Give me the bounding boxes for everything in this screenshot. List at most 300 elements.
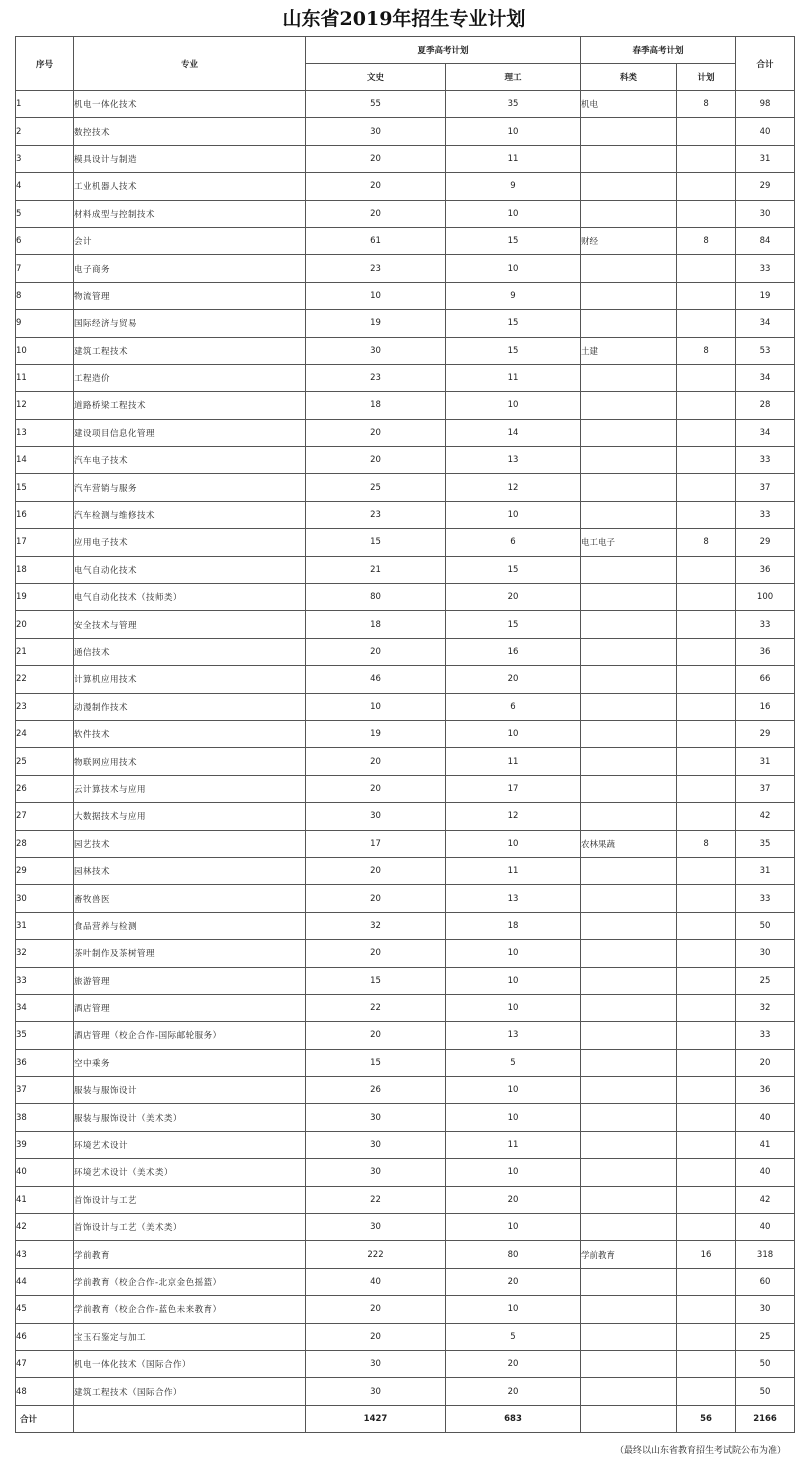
cell-wenshi: 18 — [306, 611, 446, 638]
cell-seq: 39 — [16, 1131, 74, 1158]
cell-plan — [677, 501, 736, 528]
cell-total: 37 — [736, 474, 795, 501]
cell-total: 32 — [736, 994, 795, 1021]
cell-plan — [677, 1186, 736, 1213]
cell-ligong: 20 — [446, 1350, 581, 1377]
cell-plan — [677, 611, 736, 638]
cell-category: 农林果蔬 — [581, 830, 677, 857]
cell-seq: 9 — [16, 310, 74, 337]
cell-plan — [677, 720, 736, 747]
cell-seq: 24 — [16, 720, 74, 747]
cell-category — [581, 118, 677, 145]
table-row — [16, 638, 795, 665]
table-row — [16, 501, 795, 528]
cell-plan — [677, 419, 736, 446]
cell-seq: 28 — [16, 830, 74, 857]
cell-seq: 32 — [16, 940, 74, 967]
cell-total: 19 — [736, 282, 795, 309]
cell-major: 畜牧兽医 — [74, 885, 306, 912]
cell-wenshi: 15 — [306, 1049, 446, 1076]
cell-category — [581, 255, 677, 282]
table-row — [16, 1241, 795, 1268]
cell-major: 电子商务 — [74, 255, 306, 282]
cell-major: 道路桥梁工程技术 — [74, 392, 306, 419]
cell-total: 36 — [736, 556, 795, 583]
cell-ligong: 11 — [446, 748, 581, 775]
table-row — [16, 337, 795, 364]
cell-major: 电气自动化技术（技师类） — [74, 584, 306, 611]
table-row — [16, 666, 795, 693]
cell-wenshi: 22 — [306, 994, 446, 1021]
cell-wenshi: 22 — [306, 1186, 446, 1213]
cell-total: 66 — [736, 666, 795, 693]
cell-plan — [677, 1022, 736, 1049]
table-row — [16, 255, 795, 282]
cell-seq: 10 — [16, 337, 74, 364]
cell-total: 30 — [736, 200, 795, 227]
cell-plan — [677, 994, 736, 1021]
cell-major: 汽车检测与维修技术 — [74, 501, 306, 528]
cell-plan — [677, 912, 736, 939]
cell-major: 茶叶制作及茶树管理 — [74, 940, 306, 967]
page-title: 山东省2019年招生专业计划 — [282, 8, 526, 30]
cell-seq: 36 — [16, 1049, 74, 1076]
cell-ligong: 11 — [446, 364, 581, 391]
cell-total: 33 — [736, 1022, 795, 1049]
cell-wenshi: 23 — [306, 501, 446, 528]
cell-category — [581, 1022, 677, 1049]
cell-ligong: 10 — [446, 967, 581, 994]
cell-seq: 30 — [16, 885, 74, 912]
total-category-cell — [581, 1405, 677, 1432]
cell-category — [581, 1104, 677, 1131]
cell-major: 软件技术 — [74, 720, 306, 747]
cell-category — [581, 282, 677, 309]
cell-wenshi: 20 — [306, 775, 446, 802]
cell-plan — [677, 1214, 736, 1241]
cell-ligong: 5 — [446, 1049, 581, 1076]
cell-ligong: 14 — [446, 419, 581, 446]
cell-wenshi: 20 — [306, 447, 446, 474]
cell-major: 机电一体化技术（国际合作） — [74, 1350, 306, 1377]
total-major-cell — [74, 1405, 306, 1432]
cell-ligong: 12 — [446, 803, 581, 830]
cell-total: 84 — [736, 227, 795, 254]
cell-major: 建设项目信息化管理 — [74, 419, 306, 446]
cell-seq: 29 — [16, 857, 74, 884]
cell-seq: 45 — [16, 1296, 74, 1323]
cell-total: 36 — [736, 1077, 795, 1104]
cell-ligong: 13 — [446, 447, 581, 474]
cell-category — [581, 1323, 677, 1350]
cell-seq: 27 — [16, 803, 74, 830]
cell-wenshi: 10 — [306, 693, 446, 720]
cell-seq: 7 — [16, 255, 74, 282]
cell-total: 33 — [736, 611, 795, 638]
cell-ligong: 6 — [446, 693, 581, 720]
cell-total: 40 — [736, 1214, 795, 1241]
cell-wenshi: 20 — [306, 748, 446, 775]
cell-total: 40 — [736, 1104, 795, 1131]
cell-major: 服装与服饰设计 — [74, 1077, 306, 1104]
cell-category — [581, 611, 677, 638]
cell-category — [581, 1268, 677, 1295]
cell-category — [581, 666, 677, 693]
cell-wenshi: 23 — [306, 364, 446, 391]
cell-category — [581, 556, 677, 583]
cell-plan — [677, 173, 736, 200]
cell-wenshi: 20 — [306, 1323, 446, 1350]
cell-ligong: 80 — [446, 1241, 581, 1268]
header-total: 合计 — [736, 37, 795, 91]
cell-ligong: 9 — [446, 173, 581, 200]
cell-seq: 3 — [16, 145, 74, 172]
cell-total: 42 — [736, 803, 795, 830]
cell-ligong: 10 — [446, 200, 581, 227]
table-row — [16, 364, 795, 391]
cell-major: 应用电子技术 — [74, 529, 306, 556]
cell-seq: 1 — [16, 91, 74, 118]
cell-wenshi: 30 — [306, 803, 446, 830]
cell-plan — [677, 584, 736, 611]
cell-seq: 31 — [16, 912, 74, 939]
cell-total: 50 — [736, 1378, 795, 1405]
cell-plan — [677, 447, 736, 474]
cell-category: 财经 — [581, 227, 677, 254]
cell-category — [581, 693, 677, 720]
cell-ligong: 20 — [446, 1378, 581, 1405]
cell-total: 30 — [736, 1296, 795, 1323]
cell-total: 53 — [736, 337, 795, 364]
table-row — [16, 310, 795, 337]
cell-ligong: 15 — [446, 556, 581, 583]
cell-seq: 22 — [16, 666, 74, 693]
cell-wenshi: 17 — [306, 830, 446, 857]
cell-ligong: 15 — [446, 227, 581, 254]
cell-wenshi: 61 — [306, 227, 446, 254]
table-row — [16, 118, 795, 145]
total-sum: 2166 — [736, 1405, 795, 1432]
cell-plan: 8 — [677, 830, 736, 857]
table-row — [16, 775, 795, 802]
cell-category — [581, 885, 677, 912]
cell-seq: 25 — [16, 748, 74, 775]
cell-category — [581, 857, 677, 884]
cell-ligong: 10 — [446, 830, 581, 857]
cell-plan — [677, 200, 736, 227]
table-row — [16, 720, 795, 747]
total-wenshi: 1427 — [306, 1405, 446, 1432]
cell-wenshi: 46 — [306, 666, 446, 693]
cell-wenshi: 30 — [306, 1104, 446, 1131]
cell-category — [581, 775, 677, 802]
cell-total: 33 — [736, 885, 795, 912]
cell-ligong: 13 — [446, 1022, 581, 1049]
cell-ligong: 20 — [446, 1186, 581, 1213]
cell-seq: 44 — [16, 1268, 74, 1295]
table-row — [16, 967, 795, 994]
cell-total: 50 — [736, 912, 795, 939]
cell-seq: 40 — [16, 1159, 74, 1186]
cell-ligong: 15 — [446, 337, 581, 364]
cell-major: 环境艺术设计 — [74, 1131, 306, 1158]
cell-wenshi: 20 — [306, 200, 446, 227]
cell-major: 模具设计与制造 — [74, 145, 306, 172]
cell-category — [581, 1378, 677, 1405]
cell-plan — [677, 118, 736, 145]
cell-plan — [677, 1159, 736, 1186]
cell-wenshi: 40 — [306, 1268, 446, 1295]
cell-major: 机电一体化技术 — [74, 91, 306, 118]
cell-plan — [677, 803, 736, 830]
header-major: 专业 — [74, 37, 306, 91]
cell-seq: 48 — [16, 1378, 74, 1405]
cell-ligong: 15 — [446, 310, 581, 337]
header-seq: 序号 — [16, 37, 74, 91]
cell-plan — [677, 1350, 736, 1377]
cell-category: 土建 — [581, 337, 677, 364]
cell-ligong: 6 — [446, 529, 581, 556]
cell-total: 42 — [736, 1186, 795, 1213]
table-row — [16, 1131, 795, 1158]
header-spring-plan: 春季高考计划 — [581, 37, 736, 64]
cell-wenshi: 30 — [306, 1159, 446, 1186]
cell-ligong: 10 — [446, 1104, 581, 1131]
table-row — [16, 1296, 795, 1323]
cell-major: 旅游管理 — [74, 967, 306, 994]
table-row — [16, 830, 795, 857]
cell-plan — [677, 857, 736, 884]
cell-total: 40 — [736, 1159, 795, 1186]
cell-wenshi: 25 — [306, 474, 446, 501]
cell-major: 建筑工程技术（国际合作） — [74, 1378, 306, 1405]
cell-ligong: 10 — [446, 1159, 581, 1186]
table-row — [16, 1323, 795, 1350]
cell-ligong: 9 — [446, 282, 581, 309]
cell-ligong: 11 — [446, 1131, 581, 1158]
cell-category — [581, 173, 677, 200]
cell-category — [581, 392, 677, 419]
table-row — [16, 447, 795, 474]
cell-major: 云计算技术与应用 — [74, 775, 306, 802]
cell-category: 学前教育 — [581, 1241, 677, 1268]
cell-plan — [677, 666, 736, 693]
cell-category — [581, 1049, 677, 1076]
cell-wenshi: 21 — [306, 556, 446, 583]
table-row — [16, 91, 795, 118]
table-row — [16, 748, 795, 775]
cell-plan — [677, 1104, 736, 1131]
cell-total: 40 — [736, 118, 795, 145]
cell-seq: 37 — [16, 1077, 74, 1104]
table-row — [16, 912, 795, 939]
header-wenshi: 文史 — [306, 64, 446, 91]
cell-total: 31 — [736, 748, 795, 775]
footnote: （最终以山东省教育招生考试院公布为准） — [614, 1446, 786, 1456]
cell-major: 物流管理 — [74, 282, 306, 309]
cell-ligong: 10 — [446, 501, 581, 528]
cell-wenshi: 19 — [306, 720, 446, 747]
cell-wenshi: 80 — [306, 584, 446, 611]
table-row — [16, 145, 795, 172]
cell-total: 25 — [736, 967, 795, 994]
cell-seq: 4 — [16, 173, 74, 200]
cell-seq: 21 — [16, 638, 74, 665]
cell-category — [581, 994, 677, 1021]
cell-seq: 15 — [16, 474, 74, 501]
cell-wenshi: 18 — [306, 392, 446, 419]
cell-category — [581, 474, 677, 501]
cell-category — [581, 501, 677, 528]
cell-seq: 19 — [16, 584, 74, 611]
cell-total: 30 — [736, 940, 795, 967]
cell-ligong: 10 — [446, 1296, 581, 1323]
cell-category — [581, 200, 677, 227]
cell-seq: 20 — [16, 611, 74, 638]
cell-wenshi: 30 — [306, 1350, 446, 1377]
table-row — [16, 1049, 795, 1076]
cell-total: 16 — [736, 693, 795, 720]
cell-plan — [677, 1049, 736, 1076]
total-ligong: 683 — [446, 1405, 581, 1432]
header-summer-plan: 夏季高考计划 — [306, 37, 581, 64]
table-row — [16, 282, 795, 309]
cell-major: 学前教育（校企合作-蓝色未来教育） — [74, 1296, 306, 1323]
cell-plan — [677, 1296, 736, 1323]
cell-major: 大数据技术与应用 — [74, 803, 306, 830]
cell-category — [581, 1350, 677, 1377]
cell-wenshi: 26 — [306, 1077, 446, 1104]
table-row — [16, 1350, 795, 1377]
table-row — [16, 584, 795, 611]
cell-plan — [677, 255, 736, 282]
cell-seq: 35 — [16, 1022, 74, 1049]
cell-total: 35 — [736, 830, 795, 857]
cell-total: 41 — [736, 1131, 795, 1158]
cell-category — [581, 720, 677, 747]
cell-seq: 34 — [16, 994, 74, 1021]
cell-major: 工程造价 — [74, 364, 306, 391]
cell-seq: 33 — [16, 967, 74, 994]
table-row — [16, 803, 795, 830]
cell-total: 31 — [736, 145, 795, 172]
table-row — [16, 529, 795, 556]
cell-wenshi: 15 — [306, 967, 446, 994]
cell-wenshi: 20 — [306, 885, 446, 912]
cell-major: 通信技术 — [74, 638, 306, 665]
cell-category — [581, 638, 677, 665]
cell-major: 服装与服饰设计（美术类） — [74, 1104, 306, 1131]
cell-ligong: 20 — [446, 666, 581, 693]
cell-plan — [677, 364, 736, 391]
cell-plan: 8 — [677, 529, 736, 556]
cell-ligong: 16 — [446, 638, 581, 665]
cell-total: 100 — [736, 584, 795, 611]
table-row — [16, 556, 795, 583]
cell-wenshi: 55 — [306, 91, 446, 118]
cell-wenshi: 20 — [306, 857, 446, 884]
cell-major: 学前教育（校企合作-北京金色摇篮） — [74, 1268, 306, 1295]
cell-seq: 5 — [16, 200, 74, 227]
cell-seq: 2 — [16, 118, 74, 145]
cell-category — [581, 748, 677, 775]
cell-seq: 23 — [16, 693, 74, 720]
cell-ligong: 5 — [446, 1323, 581, 1350]
cell-major: 首饰设计与工艺 — [74, 1186, 306, 1213]
table-row — [16, 1214, 795, 1241]
cell-total: 60 — [736, 1268, 795, 1295]
cell-ligong: 17 — [446, 775, 581, 802]
cell-plan — [677, 693, 736, 720]
cell-plan: 8 — [677, 91, 736, 118]
cell-major: 建筑工程技术 — [74, 337, 306, 364]
cell-seq: 46 — [16, 1323, 74, 1350]
cell-wenshi: 20 — [306, 638, 446, 665]
cell-category: 机电 — [581, 91, 677, 118]
cell-wenshi: 23 — [306, 255, 446, 282]
cell-ligong: 11 — [446, 857, 581, 884]
cell-ligong: 11 — [446, 145, 581, 172]
cell-major: 酒店管理 — [74, 994, 306, 1021]
cell-ligong: 13 — [446, 885, 581, 912]
cell-total: 29 — [736, 173, 795, 200]
cell-total: 33 — [736, 447, 795, 474]
cell-category: 电工电子 — [581, 529, 677, 556]
cell-plan — [677, 748, 736, 775]
cell-total: 25 — [736, 1323, 795, 1350]
header-ligong: 理工 — [446, 64, 581, 91]
cell-ligong: 10 — [446, 118, 581, 145]
cell-category — [581, 584, 677, 611]
cell-plan — [677, 1268, 736, 1295]
cell-ligong: 20 — [446, 584, 581, 611]
cell-total: 50 — [736, 1350, 795, 1377]
cell-seq: 14 — [16, 447, 74, 474]
cell-wenshi: 30 — [306, 1131, 446, 1158]
cell-major: 食品营养与检测 — [74, 912, 306, 939]
cell-total: 36 — [736, 638, 795, 665]
cell-major: 汽车电子技术 — [74, 447, 306, 474]
cell-wenshi: 30 — [306, 337, 446, 364]
table-row — [16, 940, 795, 967]
cell-total: 98 — [736, 91, 795, 118]
header-category: 科类 — [581, 64, 677, 91]
cell-major: 物联网应用技术 — [74, 748, 306, 775]
cell-major: 会计 — [74, 227, 306, 254]
cell-total: 34 — [736, 364, 795, 391]
cell-major: 计算机应用技术 — [74, 666, 306, 693]
total-row — [16, 1405, 795, 1432]
cell-plan — [677, 310, 736, 337]
cell-total: 28 — [736, 392, 795, 419]
cell-total: 37 — [736, 775, 795, 802]
cell-category — [581, 1186, 677, 1213]
cell-major: 电气自动化技术 — [74, 556, 306, 583]
cell-ligong: 10 — [446, 994, 581, 1021]
cell-major: 数控技术 — [74, 118, 306, 145]
cell-wenshi: 10 — [306, 282, 446, 309]
cell-wenshi: 20 — [306, 940, 446, 967]
cell-ligong: 10 — [446, 720, 581, 747]
cell-plan — [677, 1131, 736, 1158]
cell-seq: 6 — [16, 227, 74, 254]
cell-ligong: 10 — [446, 255, 581, 282]
cell-wenshi: 30 — [306, 1214, 446, 1241]
cell-category — [581, 310, 677, 337]
cell-major: 空中乘务 — [74, 1049, 306, 1076]
cell-category — [581, 1214, 677, 1241]
table-row — [16, 1159, 795, 1186]
